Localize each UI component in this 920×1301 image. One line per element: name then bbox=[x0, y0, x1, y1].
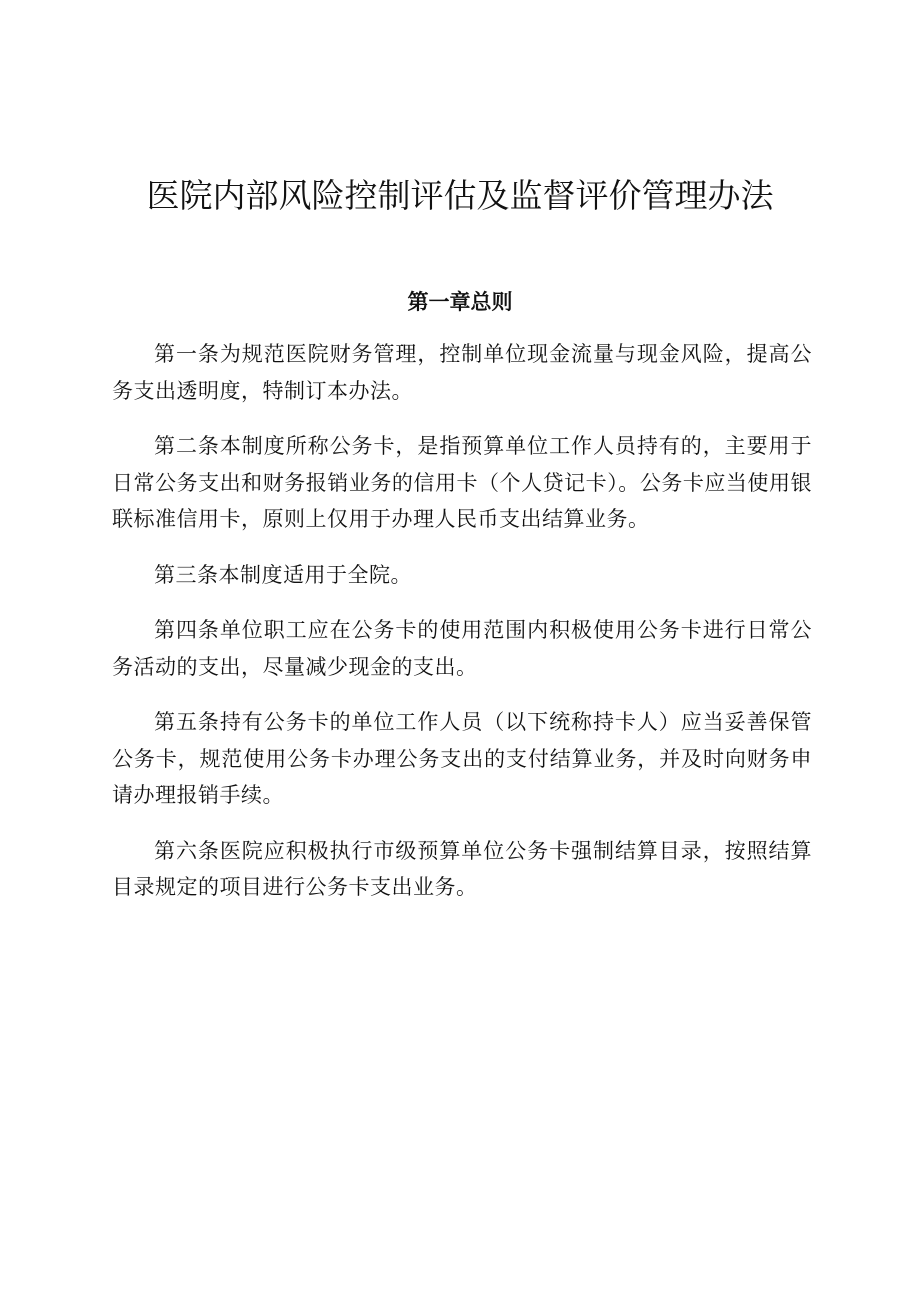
article-paragraph: 第一条为规范医院财务管理，控制单位现金流量与现金风险，提高公务支出透明度，特制订本办法。 bbox=[112, 342, 812, 403]
document-body bbox=[112, 336, 812, 925]
article-paragraph: 第五条持有公务卡的单位工作人员（以下统称持卡人）应当妥善保管公务卡，规范使用公务卡办理公务支出的支付结算业务，并及时向财务申请办理报销手续。 bbox=[112, 710, 812, 807]
article-paragraph: 第三条本制度适用于全院。 bbox=[154, 562, 412, 587]
document-title: 医院内部风险控制评估及监督评价管理办法 bbox=[146, 176, 774, 215]
chapter-heading: 第一章总则 bbox=[407, 290, 513, 314]
article-paragraph: 第六条医院应积极执行市级预算单位公务卡强制结算目录，按照结算目录规定的项目进行公务卡支出业务。 bbox=[112, 838, 812, 899]
article-paragraph: 第四条单位职工应在公务卡的使用范围内积极使用公务卡进行日常公务活动的支出，尽量减少现金的支出。 bbox=[112, 618, 812, 679]
article-paragraph: 第二条本制度所称公务卡，是指预算单位工作人员持有的，主要用于日常公务支出和财务报销业务的信用卡（个人贷记卡）。公务卡应当使用银联标准信用卡，原则上仅用于办理人民币支出结算业务。 bbox=[112, 434, 812, 531]
